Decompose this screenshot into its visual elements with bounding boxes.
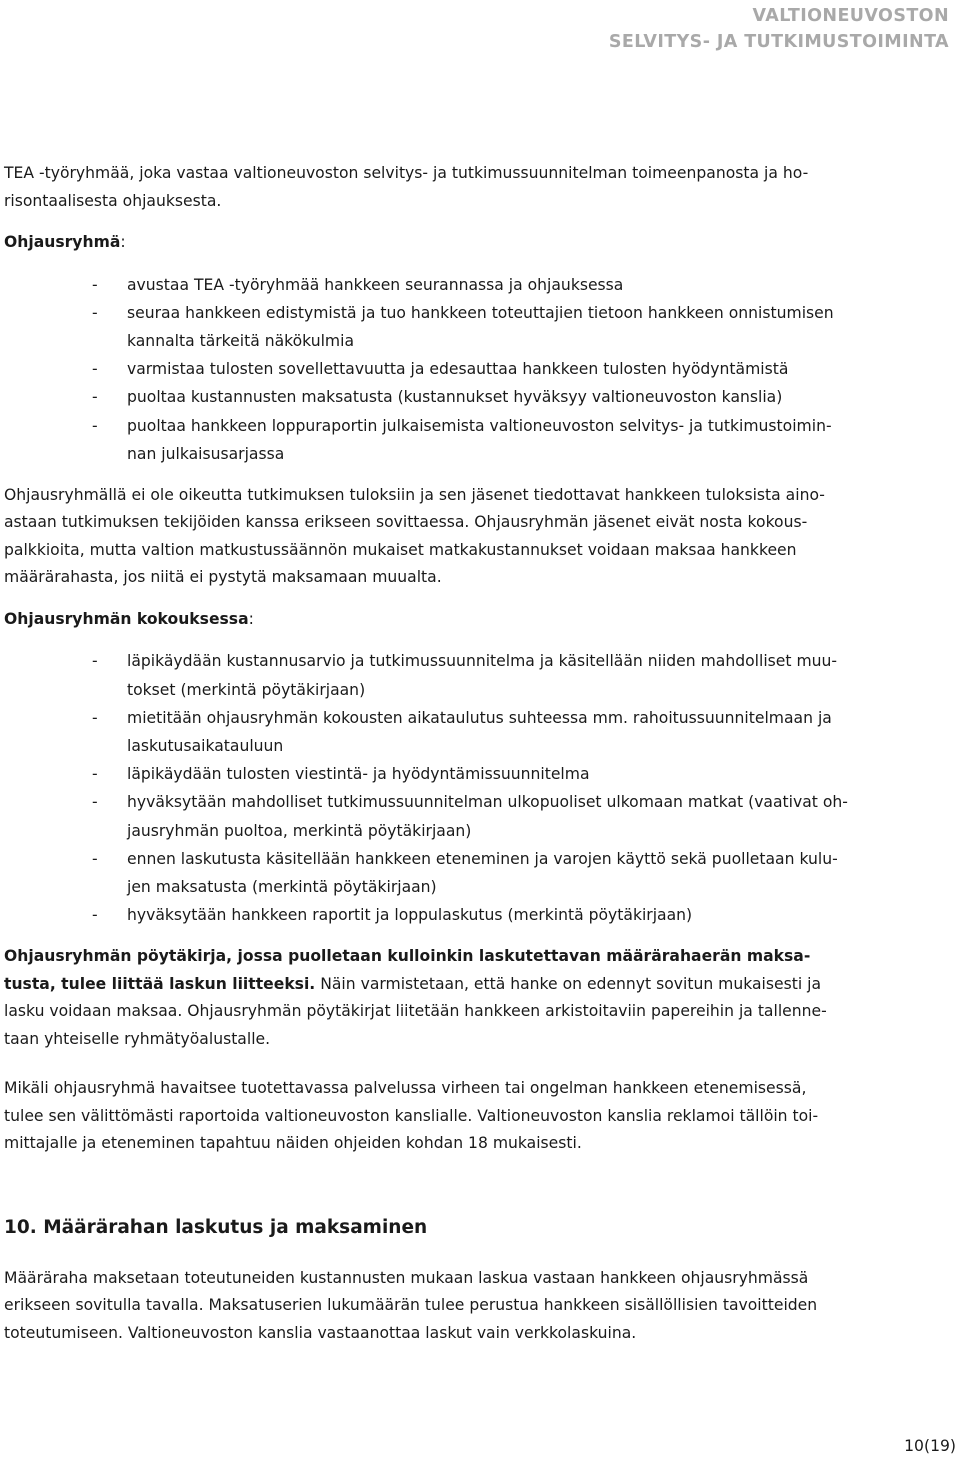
- kokous-heading: Ohjausryhmän kokouksessa:: [4, 609, 254, 628]
- header-line-1: VALTIONEUVOSTON: [752, 6, 949, 26]
- list-item: - seuraa hankkeen edistymistä ja tuo hankkeen toteuttajien tietoon hankkeen onnistumisen kannalta tärkeitä näkökulmia: [92, 303, 834, 350]
- page-number: 10(19): [904, 1437, 956, 1455]
- list-item: - läpikäydään kustannusarvio ja tutkimussuunnitelma ja käsitellään niiden mahdolliset muu- tokset (merkintä pöytäkirjaan): [92, 652, 838, 699]
- header-line-2: SELVITYS- JA TUTKIMUSTOIMINTA: [608, 32, 949, 52]
- list-item: - puoltaa hankkeen loppuraportin julkaisemista valtioneuvoston selvitys- ja tutkimustoimin- nan julkaisusarjassa: [92, 416, 832, 463]
- list-item: - ennen laskutusta käsitellään hankkeen eteneminen ja varojen käyttö sekä puolletaan kulu- jen maksatusta (merkintä pöytäkirjaan): [92, 849, 838, 897]
- minutes-paragraph: Ohjausryhmän pöytäkirja, jossa puolletaan kulloinkin laskutettavan määrärahaerän maksa- tusta, tulee liittää laskun liitteeksi. Näin varmistetaan, että hanke on edennyt sovitun mukaisesti ja lasku voidaan maksaa. Ohjausryhmän pöytäkirjat liitetään hankkeen arkistoitaviin papereihin ja tallenne- taan yhteiselle ryhmätyöalustalle.: [4, 947, 827, 1048]
- document-body: [4, 160, 956, 1347]
- list-item: - varmistaa tulosten sovellettavuutta ja edesauttaa hankkeen tulosten hyödyntämistä: [92, 360, 789, 379]
- intro-paragraph: [4, 160, 956, 215]
- kokous-list: [4, 647, 956, 929]
- rights-paragraph: Ohjausryhmällä ei ole oikeutta tutkimuksen tuloksiin ja sen jäsenet tiedottavat hankkeen tuloksista aino- astaan tutkimuksen tekijöiden kanssa erikseen sovittaessa. Ohjausryhmän jäsenet eivät nosta kokous- palkkioita, mutta valtion matkustussäännön mukaiset matkakustannukset voidaan maksaa hankkeen määrärahasta, jos niitä ei pystytä maksamaan muualta.: [4, 485, 825, 587]
- intro-line-1: TEA -työryhmää, joka vastaa valtioneuvoston selvitys- ja tutkimussuunnitelman toimeenpanosta ja ho-: [4, 164, 809, 182]
- list-item: - avustaa TEA -työryhmää hankkeen seurannassa ja ohjauksessa: [92, 275, 624, 294]
- ohjausryhma-list: [4, 271, 956, 468]
- ohjausryhma-heading: Ohjausryhmä:: [4, 233, 126, 251]
- section-10-title: 10. Määrärahan laskutus ja maksaminen: [4, 1216, 428, 1238]
- page-header: [609, 3, 949, 55]
- defects-paragraph: Mikäli ohjausryhmä havaitsee tuotettavassa palvelussa virheen tai ongelman hankkeen etenemisessä, tulee sen välittömästi raportoida valtioneuvoston kanslialle. Valtioneuvoston kanslia reklamoi tällöin toi- mittajalle ja eteneminen tapahtuu näiden ohjeiden kohdan 18 mukaisesti.: [4, 1079, 819, 1153]
- list-item: - läpikäydään tulosten viestintä- ja hyödyntämissuunnitelma: [92, 765, 590, 784]
- intro-line-2: risontaalisesta ohjauksesta.: [4, 191, 222, 210]
- list-item: - hyväksytään hankkeen raportit ja loppulaskutus (merkintä pöytäkirjaan): [92, 906, 693, 925]
- list-item: - puoltaa kustannusten maksatusta (kustannukset hyväksyy valtioneuvoston kanslia): [92, 388, 783, 407]
- section-10-paragraph: Määräraha maksetaan toteutuneiden kustannusten mukaan laskua vastaan hankkeen ohjausryhmässä erikseen sovitulla tavalla. Maksatuserien lukumäärän tulee perustua hankkeen sisällöllisien tavoitteiden toteutumiseen. Valtioneuvoston kanslia vastaanottaa laskut vain verkkolaskuina.: [4, 1268, 818, 1342]
- list-item: - hyväksytään mahdolliset tutkimussuunnitelman ulkopuoliset ulkomaan matkat (vaativat oh- jausryhmän puoltoa, merkintä pöytäkirjaan): [92, 793, 848, 840]
- list-item: - mietitään ohjausryhmän kokousten aikataulutus suhteessa mm. rahoitussuunnitelmaan ja laskutusaikatauluun: [92, 708, 832, 756]
